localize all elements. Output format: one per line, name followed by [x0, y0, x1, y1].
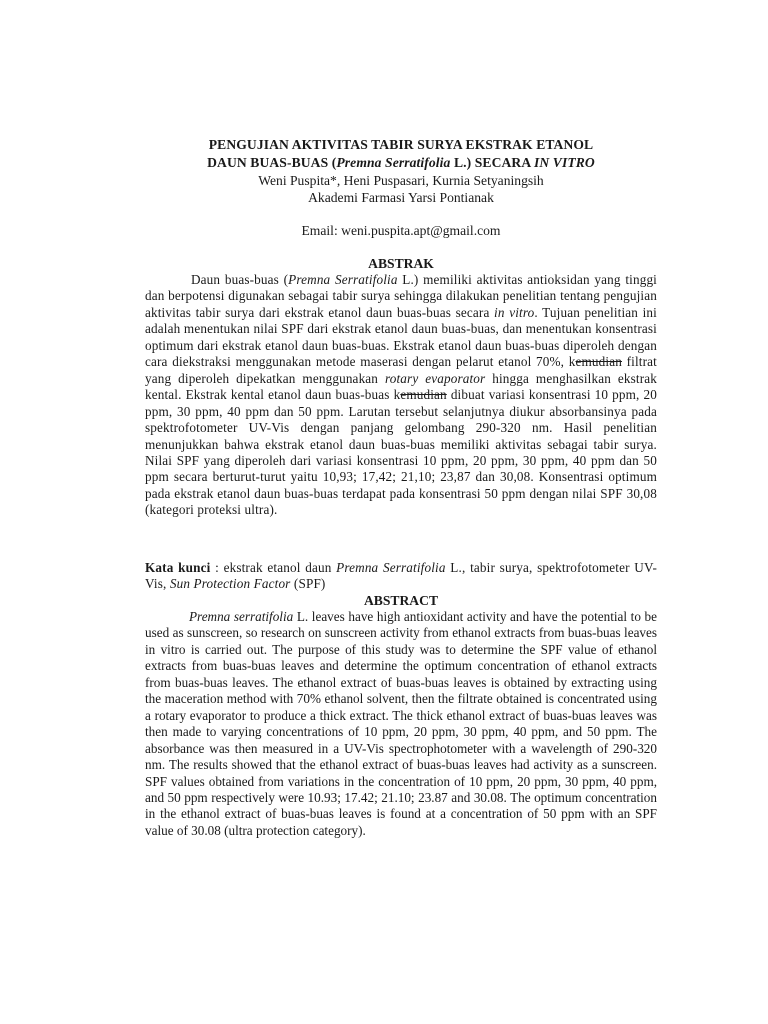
affiliation: Akademi Farmasi Yarsi Pontianak	[308, 190, 494, 205]
keywords-text: : ekstrak etanol daun	[210, 560, 337, 575]
abstrak-text: . Tujuan penelitian ini adalah menentukan nilai SPF dari ekstrak etanol daun buas-buas, dan menentukan konsentrasi optimum dari ekstrak etanol daun buas-buas. Ekstrak etanol daun buas-buas diperoleh dengan cara diekstraksi menggunakan metode maserasi dengan pelarut etanol 70%, k	[145, 304, 657, 370]
abstrak-heading: ABSTRAK	[368, 256, 434, 271]
abstrak-text: L.) memiliki aktivitas antioksidan yang tinggi dan berpotensi digunakan sebagai tabir surya sehingga dilakukan penelitian tentang pengujian aktivitas tabir surya dari ekstrak etanol daun buas-buas secara	[145, 272, 657, 320]
abstrak-strike: emudian	[575, 354, 622, 370]
abstrak-rotary: rotary evaporator	[384, 370, 486, 386]
keywords-spf: Sun Protection Factor	[169, 576, 291, 592]
paper-title-line-1: PENGUJIAN AKTIVITAS TABIR SURYA EKSTRAK ETANOL	[208, 137, 594, 152]
title-text: DAUN BUAS-BUAS (	[207, 155, 337, 170]
abstrak-text: filtrat yang diperoleh dipekatkan menggunakan	[145, 354, 657, 386]
abstract-heading: ABSTRACT	[363, 593, 439, 608]
abstract-species: Premna serratifolia	[189, 609, 294, 624]
keywords-label: Kata kunci	[145, 560, 211, 575]
title-text: L.) SECARA	[450, 155, 534, 170]
keywords-text: L., tabir surya, spektrofotometer UV-Vis,	[145, 560, 657, 592]
abstrak-text: hingga menghasilkan ekstrak kental. Ekstrak kental etanol daun buas-buas k	[145, 370, 658, 403]
abstract-text: L. leaves have high antioxidant activity and have the potential to be used as sunscreen, so research on sunscreen activity from ethanol extracts from buas-buas leaves in vitro is carried out. The purpose of this study was to determine the SPF value of ethanol extracts from buas-buas leaves and determine the optimum concentration of ethanol extracts from buas-buas leaves. The ethanol extract of buas-buas leaves is obtained by extracting using the maceration method with 70% ethanol solvent, then the filtrate obtained is concentrated using a rotary evaporator to produce a thick extract. The thick ethanol extract of buas-buas leaves was then made to varying concentrations of 10 ppm, 20 ppm, 30 ppm, 40 ppm, and 50 ppm. The absorbance was then measured in a UV-Vis spectrophotometer with a wavelength of 290-320 nm. The results showed that the ethanol extract of buas-buas leaves had activity as a sunscreen. SPF values obtained from variations in the concentration of 10 ppm, 20 ppm, 30 ppm, 40 ppm, and 50 ppm respectively were 10.93; 17.42; 21.10; 23.87 and 30.08. The optimum concentration in the ethanol extract of buas-buas leaves is found at a concentration of 50 ppm with an SPF value of 30.08 (ultra protection category).	[145, 609, 657, 838]
authors: Weni Puspita*, Heni Puspasari, Kurnia Setyaningsih	[258, 173, 544, 188]
abstrak-text: dibuat variasi konsentrasi 10 ppm, 20 ppm, 30 ppm, 40 ppm dan 50 ppm. Larutan tersebut selanjutnya diukur absorbansinya pada spektrofotometer UV-Vis dengan panjang gelombang 290-320 nm. Hasil penelitian menunjukkan bahwa ekstrak etanol daun buas-buas memiliki aktivitas sebagai tabir surya. Nilai SPF yang diperoleh dari variasi konsentrasi 10 ppm, 20 ppm, 30 ppm, 40 ppm dan 50 ppm secara berturut-turut yaitu 10,93; 17,42; 21,10; 23,87 dan 30,08. Konsentrasi optimum pada ekstrak etanol daun buas-buas terdapat pada konsentrasi 50 ppm dengan nilai SPF 30,08 (kategori proteksi ultra).	[145, 387, 657, 518]
title-species: Premna Serratifolia	[336, 155, 451, 170]
abstrak-strike: emudian	[400, 387, 447, 403]
abstrak-body	[145, 272, 657, 519]
keywords-species: Premna Serratifolia	[336, 560, 446, 575]
keywords	[145, 560, 657, 593]
abstrak-text: Daun buas-buas (	[191, 272, 289, 287]
abstrak-in-vitro: in vitro	[494, 304, 535, 320]
abstrak-species: Premna Serratifolia	[288, 272, 398, 287]
title-method: IN VITRO	[534, 155, 595, 170]
email: Email: weni.puspita.apt@gmail.com	[301, 223, 501, 238]
keywords-text: (SPF)	[290, 576, 326, 592]
abstract-body	[145, 609, 657, 839]
paper-title-line-2	[145, 154, 657, 171]
